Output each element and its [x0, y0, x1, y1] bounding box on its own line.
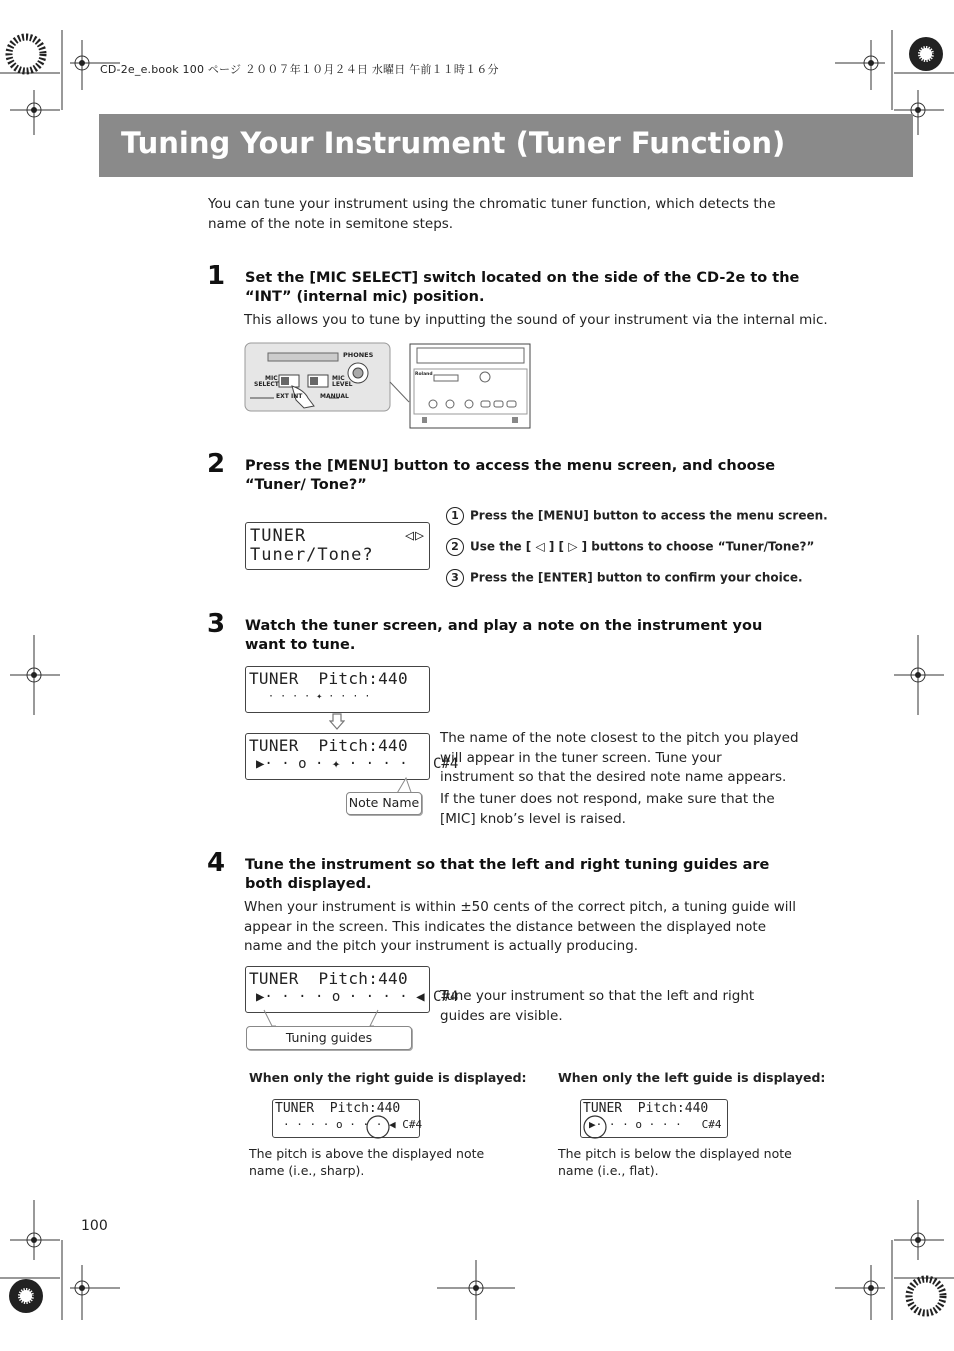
step-4-text: When your instrument is within ±50 cents of the correct pitch, a tuning guide will appear in the screen. This indicates the distance between the displayed note name and the pitch your instrument is actually producing. — [244, 899, 796, 954]
flat-guide-highlight — [582, 1114, 608, 1140]
label-int: INT — [291, 393, 303, 400]
left-only-text: The pitch is below the displayed note name (i.e., flat). — [558, 1146, 792, 1178]
label-mic-select-1: MIC — [265, 375, 278, 382]
step-2-number: 2 — [207, 449, 226, 479]
sub-step-3-number: 3 — [446, 569, 464, 587]
lcd-sharp-line2: · · · · o · · · ◀ C#4 — [283, 1118, 423, 1131]
label-mic-level-1: MIC — [332, 375, 345, 382]
lcd-tuner-guides-line2: ▶· · · · o · · · · ◀ C#4 — [256, 989, 459, 1005]
lcd-tuner-guides — [245, 966, 459, 1013]
sub-step-2-text: Use the [ ◁ ] [ ▷ ] buttons to choose “Tuner/Tone?” — [470, 539, 815, 554]
label-mic-level-2: LEVEL — [332, 381, 353, 388]
lcd-tuner-note-line2: ▶· · o · ✦ · · · · C#4 — [256, 756, 459, 772]
file-header: CD-2e_e.book 100 ページ ２００７年１０月２４日 水曜日 午前１１時１６分 — [100, 63, 499, 76]
lcd-flat-line1: TUNER Pitch:440 — [583, 1101, 709, 1116]
lcd-tuner-idle-line1: TUNER Pitch:440 — [249, 669, 408, 688]
tuning-guides-pointers — [260, 1008, 390, 1028]
lcd-menu — [245, 522, 430, 570]
step-4-side-text: Tune your instrument so that the left and right guides are visible. — [440, 988, 755, 1024]
lcd-tuner-idle-line2: · · · · ✦ · · · · — [256, 691, 371, 702]
step-3-title: Watch the tuner screen, and play a note on the instrument you want to tune. — [245, 618, 763, 653]
sub-step-2 — [446, 538, 814, 556]
sub-step-1 — [446, 507, 828, 525]
step-1-title: Set the [MIC SELECT] switch located on the side of the CD-2e to the “INT” (internal mic) position. — [245, 270, 800, 305]
label-phones: PHONES — [343, 351, 374, 359]
lcd-menu-line1: TUNER — [250, 526, 307, 546]
left-only-heading: When only the left guide is displayed: — [558, 1070, 826, 1085]
lcd-tuner-idle — [245, 666, 430, 713]
step-3-text-a: The name of the note closest to the pitch you played will appear in the tuner screen. Tune your instrument so that the desired note name appears. — [440, 730, 799, 785]
intro-text: You can tune your instrument using the chromatic tuner function, which detects the name of the note in semitone steps. — [208, 196, 776, 232]
lcd-tuner-note — [245, 733, 459, 780]
lcd-sharp-line1: TUNER Pitch:440 — [275, 1101, 401, 1116]
lcd-tuner-note-line1: TUNER Pitch:440 — [249, 736, 408, 755]
tuning-guides-callout: Tuning guides — [246, 1026, 412, 1050]
sub-step-1-text: Press the [MENU] button to access the menu screen. — [470, 508, 828, 523]
step-3-number: 3 — [207, 609, 226, 639]
lcd-flat-line2: ▶· · · o · · · C#4 — [589, 1118, 722, 1131]
sub-step-1-number: 1 — [446, 507, 464, 525]
note-name-callout: Note Name — [346, 792, 422, 815]
title-bar — [99, 114, 913, 177]
label-ext: EXT — [276, 393, 289, 400]
step-2-title: Press the [MENU] button to access the menu screen, and choose “Tuner/ Tone?” — [245, 458, 776, 493]
down-arrow-icon — [329, 713, 345, 731]
label-brand: Roland — [415, 372, 433, 377]
step-1-number: 1 — [207, 261, 226, 291]
sub-step-3 — [446, 569, 803, 587]
page-number: 100 — [81, 1218, 108, 1234]
right-only-text: The pitch is above the displayed note name (i.e., sharp). — [249, 1146, 485, 1178]
sub-step-2-number: 2 — [446, 538, 464, 556]
step-3-text-b: If the tuner does not respond, make sure that the [MIC] knob’s level is raised. — [440, 791, 775, 827]
label-mic-select-2: SELECT — [254, 381, 279, 388]
mic-select-illustration — [244, 342, 544, 432]
lcd-menu-line2: Tuner/Tone? — [250, 545, 374, 565]
label-manual: MANUAL — [320, 393, 349, 400]
step-4-number: 4 — [207, 848, 226, 878]
sharp-guide-highlight — [365, 1114, 391, 1140]
lcd-tuner-guides-line1: TUNER Pitch:440 — [249, 969, 408, 988]
lcd-sharp — [272, 1099, 423, 1138]
lcd-menu-arrows: ◁▷ — [404, 526, 425, 544]
step-1-text: This allows you to tune by inputting the sound of your instrument via the internal mic. — [244, 312, 828, 328]
right-only-heading: When only the right guide is displayed: — [249, 1070, 527, 1085]
sub-step-3-text: Press the [ENTER] button to confirm your choice. — [470, 570, 803, 585]
step-4-title: Tune the instrument so that the left and right tuning guides are both displayed. — [245, 857, 770, 892]
page-title: Tuning Your Instrument (Tuner Function) — [121, 126, 786, 160]
